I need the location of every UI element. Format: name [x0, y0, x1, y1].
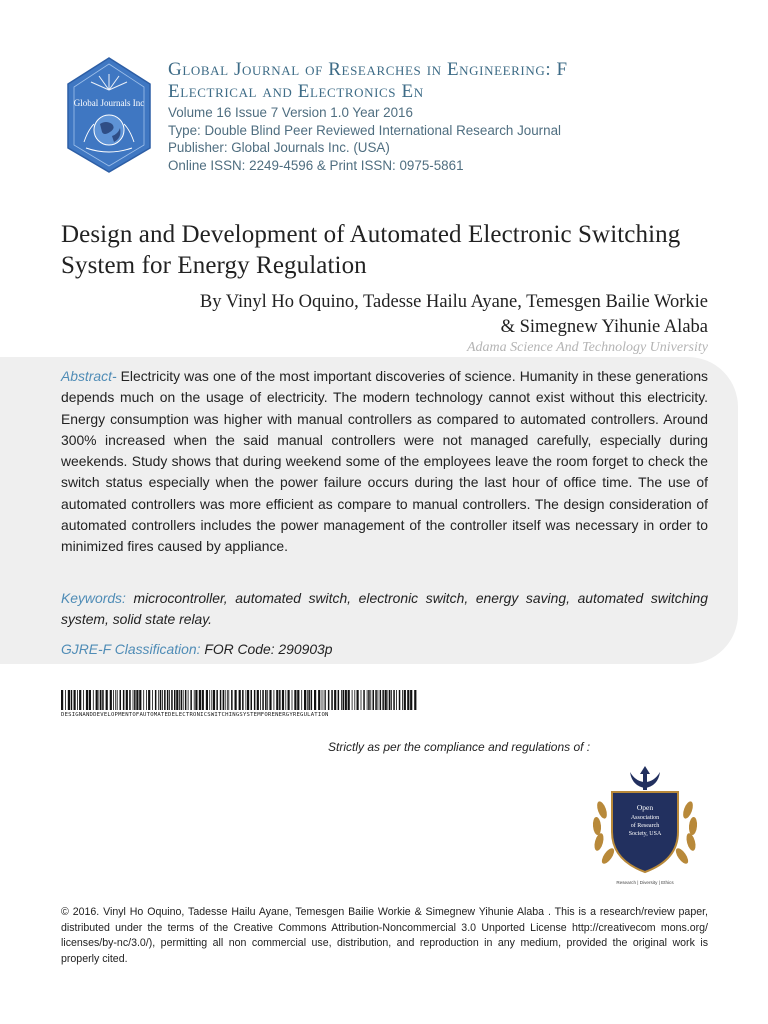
barcode-bar: [171, 690, 173, 710]
seal-line3: of Research: [630, 823, 660, 829]
barcode-bar: [185, 690, 187, 710]
global-journals-logo: [64, 56, 154, 174]
barcode-bar: [100, 690, 102, 710]
barcode-bar: [123, 690, 125, 710]
barcode-bar: [77, 690, 78, 710]
barcode-bar: [407, 690, 409, 710]
seal-line4: Society, USA: [628, 831, 662, 837]
barcode-bar: [110, 690, 112, 710]
publisher: Publisher: Global Journals Inc. (USA): [168, 140, 390, 155]
affiliation: Adama Science And Technology University: [466, 340, 708, 355]
barcode-bar: [190, 690, 192, 710]
barcode-bar: [126, 690, 128, 710]
barcode-bar: [251, 690, 253, 710]
title-line1: Design and Development of Automated Electronic Switching: [61, 221, 681, 248]
barcode-bar: [113, 690, 114, 710]
barcode-bar: [254, 690, 256, 710]
journal-title-line2: Electrical and Electronics En: [168, 81, 424, 102]
barcode-bar: [402, 690, 403, 710]
barcode-bar: [134, 690, 136, 710]
authors-line1: By Vinyl Ho Oquino, Tadesse Hailu Ayane, Temesgen Bailie Workie: [199, 292, 708, 312]
barcode-bar: [367, 690, 368, 710]
barcode-bar: [393, 690, 395, 710]
barcode-bar: [324, 690, 325, 710]
issn: Online ISSN: 2249-4596 & Print ISSN: 0975-5861: [168, 157, 464, 173]
barcode-bar: [162, 690, 163, 710]
barcode-bar: [354, 690, 355, 710]
barcode-bar: [146, 690, 147, 710]
barcode-bar: [195, 690, 197, 710]
barcode-bar: [148, 690, 150, 710]
barcode-bar: [304, 690, 306, 710]
barcode-bar: [322, 690, 323, 710]
keywords-body: microcontroller, automated switch, electronic switch, energy saving, automated switching system, solid state relay.: [61, 590, 708, 628]
barcode-bar: [183, 690, 184, 710]
barcode-bar: [228, 690, 229, 710]
barcode-bar: [361, 690, 362, 710]
barcode-bar: [262, 690, 264, 710]
barcode-bar: [188, 690, 189, 710]
barcode-bar: [143, 690, 144, 710]
barcode-bar: [380, 690, 382, 710]
barcode-bar: [227, 690, 228, 710]
barcode-bar: [102, 690, 104, 710]
barcode-bar: [338, 690, 340, 710]
seal-motto: Research | Diversity | Ethics: [616, 880, 674, 885]
barcode-bar: [225, 690, 226, 710]
barcode-bar: [288, 690, 290, 710]
barcode-bar: [391, 690, 392, 710]
barcode-bar: [345, 690, 347, 710]
barcode-bar: [83, 690, 84, 710]
barcode-bar: [328, 690, 330, 710]
barcode-bar: [89, 690, 91, 710]
barcode-bar: [382, 690, 384, 710]
logo-text: Global Journals Inc: [73, 98, 145, 108]
barcode-bar: [297, 690, 299, 710]
barcode-bar: [357, 690, 359, 710]
barcode-bar: [206, 690, 208, 710]
paper-title: [61, 219, 711, 281]
barcode-bar: [343, 690, 345, 710]
authors-line2: & Simegnew Yihunie Alaba: [500, 317, 708, 337]
keywords: [61, 588, 708, 631]
barcode-bar: [399, 690, 401, 710]
keywords-label: Keywords:: [61, 590, 126, 606]
barcode-bar: [414, 690, 416, 710]
compliance-note: Strictly as per the compliance and regulations of :: [328, 740, 591, 754]
barcode-bar: [325, 690, 326, 710]
barcode-text: DESIGNANDDEVELOPMENTOFAUTOMATEDELECTRONICSWITCHINGSYSTEMFORENERGYREGULATION: [61, 712, 329, 718]
barcode-bar: [301, 690, 302, 710]
barcode-bar: [169, 690, 170, 710]
barcode-bar: [331, 690, 333, 710]
abstract: [61, 366, 708, 558]
barcode: [61, 690, 417, 710]
barcode-bar: [231, 690, 233, 710]
barcode-bar: [375, 690, 377, 710]
barcode-bar: [282, 690, 284, 710]
volume-info: Volume 16 Issue 7 Version 1.0 Year 2016: [168, 105, 413, 120]
barcode-bar: [396, 690, 397, 710]
barcode-bar: [274, 690, 275, 710]
authors: [68, 290, 708, 340]
barcode-bar: [93, 690, 94, 710]
barcode-bar: [388, 690, 389, 710]
barcode-bar: [363, 690, 365, 710]
barcode-bar: [129, 690, 131, 710]
barcode-bar: [158, 690, 159, 710]
barcode-bar: [292, 690, 293, 710]
barcode-bar: [242, 690, 244, 710]
barcode-bar: [99, 690, 100, 710]
barcode-bar: [348, 690, 350, 710]
barcode-bar: [279, 690, 281, 710]
barcode-bar: [209, 690, 210, 710]
barcode-bar: [257, 690, 259, 710]
barcode-bar: [181, 690, 183, 710]
barcode-bar: [389, 690, 391, 710]
barcode-bar: [269, 690, 271, 710]
barcode-bar: [220, 690, 222, 710]
barcode-bar: [370, 690, 371, 710]
classification-label: GJRE-F Classification:: [61, 641, 201, 657]
barcode-bar: [378, 690, 379, 710]
barcode-bar: [136, 690, 138, 710]
barcode-bar: [96, 690, 98, 710]
barcode-bar: [115, 690, 116, 710]
abstract-label: Abstract-: [61, 368, 117, 384]
barcode-bar: [265, 690, 267, 710]
journal-info: [168, 59, 728, 174]
barcode-bar: [318, 690, 320, 710]
barcode-bar: [341, 690, 342, 710]
barcode-bar: [235, 690, 237, 710]
barcode-bar: [133, 690, 134, 710]
barcode-bar: [239, 690, 241, 710]
barcode-bar: [160, 690, 162, 710]
barcode-bar: [139, 690, 141, 710]
barcode-bar: [202, 690, 204, 710]
barcode-bar: [246, 690, 247, 710]
barcode-bar: [68, 690, 70, 710]
barcode-bar: [176, 690, 178, 710]
classification-code: FOR Code: 290903p: [200, 641, 333, 657]
barcode-bar: [352, 690, 353, 710]
barcode-bar: [247, 690, 249, 710]
barcode-bar: [61, 690, 63, 710]
oars-seal-logo: [582, 766, 708, 888]
barcode-bar: [385, 690, 387, 710]
classification: [61, 639, 708, 660]
barcode-bar: [216, 690, 218, 710]
barcode-bar: [223, 690, 225, 710]
barcode-bar: [294, 690, 296, 710]
barcode-bar: [194, 690, 195, 710]
barcode-bar: [74, 690, 76, 710]
barcode-bar: [308, 690, 310, 710]
journal-type: Type: Double Blind Peer Reviewed International Research Journal: [168, 122, 562, 138]
barcode-bar: [211, 690, 212, 710]
barcode-bar: [179, 690, 180, 710]
barcode-bar: [120, 690, 122, 710]
seal-line1: Open: [636, 803, 654, 812]
barcode-bar: [86, 690, 88, 710]
barcode-bar: [79, 690, 81, 710]
seal-line2: Association: [630, 815, 660, 821]
abstract-body: Electricity was one of the most important discoveries of science. Humanity in these generations depends much on the usage of electricity. The modern technology cannot exist without this electricity. Energy consumption was higher with manual controllers as compared to automated controllers. Around 300% increased when the said manual controllers were not managed carefully, especially during weekends. Study shows that during weekend some of the employees leave the room forget to check the switch status especially when the power failure occurs during the last hour of office time. The use of automated controllers was more efficient as compare to manual controllers. The design consideration of automated controllers includes the power management of the controller itself was necessary in order to minimized fires caused by appliance.: [61, 368, 708, 555]
barcode-bar: [260, 690, 261, 710]
copyright-notice: © 2016. Vinyl Ho Oquino, Tadesse Hailu Ayane, Temesgen Bailie Workie & Simegnew Yihunie Alaba . This is a research/review paper, distributed under the terms of the Creative Commons Attribution-Noncommercial 3.0 Unported License http://creativecom mons.org/ licenses/by-nc/3.0/), permitting all non commercial use, distribution, and reproduction in any medium, provided the original work is properly cited.: [61, 906, 708, 965]
barcode-bar: [311, 690, 313, 710]
barcode-bar: [199, 690, 201, 710]
barcode-bar: [155, 690, 157, 710]
barcode-bar: [368, 690, 370, 710]
title-line2: System for Energy Regulation: [61, 252, 367, 279]
barcode-bar: [117, 690, 118, 710]
barcode-bar: [267, 690, 268, 710]
journal-title-line1: Global Journal of Researches in Engineering: F: [168, 59, 568, 80]
barcode-bar: [65, 690, 66, 710]
barcode-bar: [276, 690, 278, 710]
barcode-bar: [164, 690, 166, 710]
barcode-bar: [152, 690, 153, 710]
barcode-bar: [410, 690, 412, 710]
barcode-bar: [404, 690, 406, 710]
barcode-bar: [334, 690, 336, 710]
barcode-bar: [373, 690, 375, 710]
barcode-bar: [285, 690, 286, 710]
barcode-bar: [213, 690, 215, 710]
barcode-bar: [174, 690, 176, 710]
barcode-bar: [71, 690, 73, 710]
barcode-bar: [307, 690, 308, 710]
barcode-bar: [106, 690, 108, 710]
barcode-bar: [314, 690, 316, 710]
barcode-bar: [167, 690, 169, 710]
